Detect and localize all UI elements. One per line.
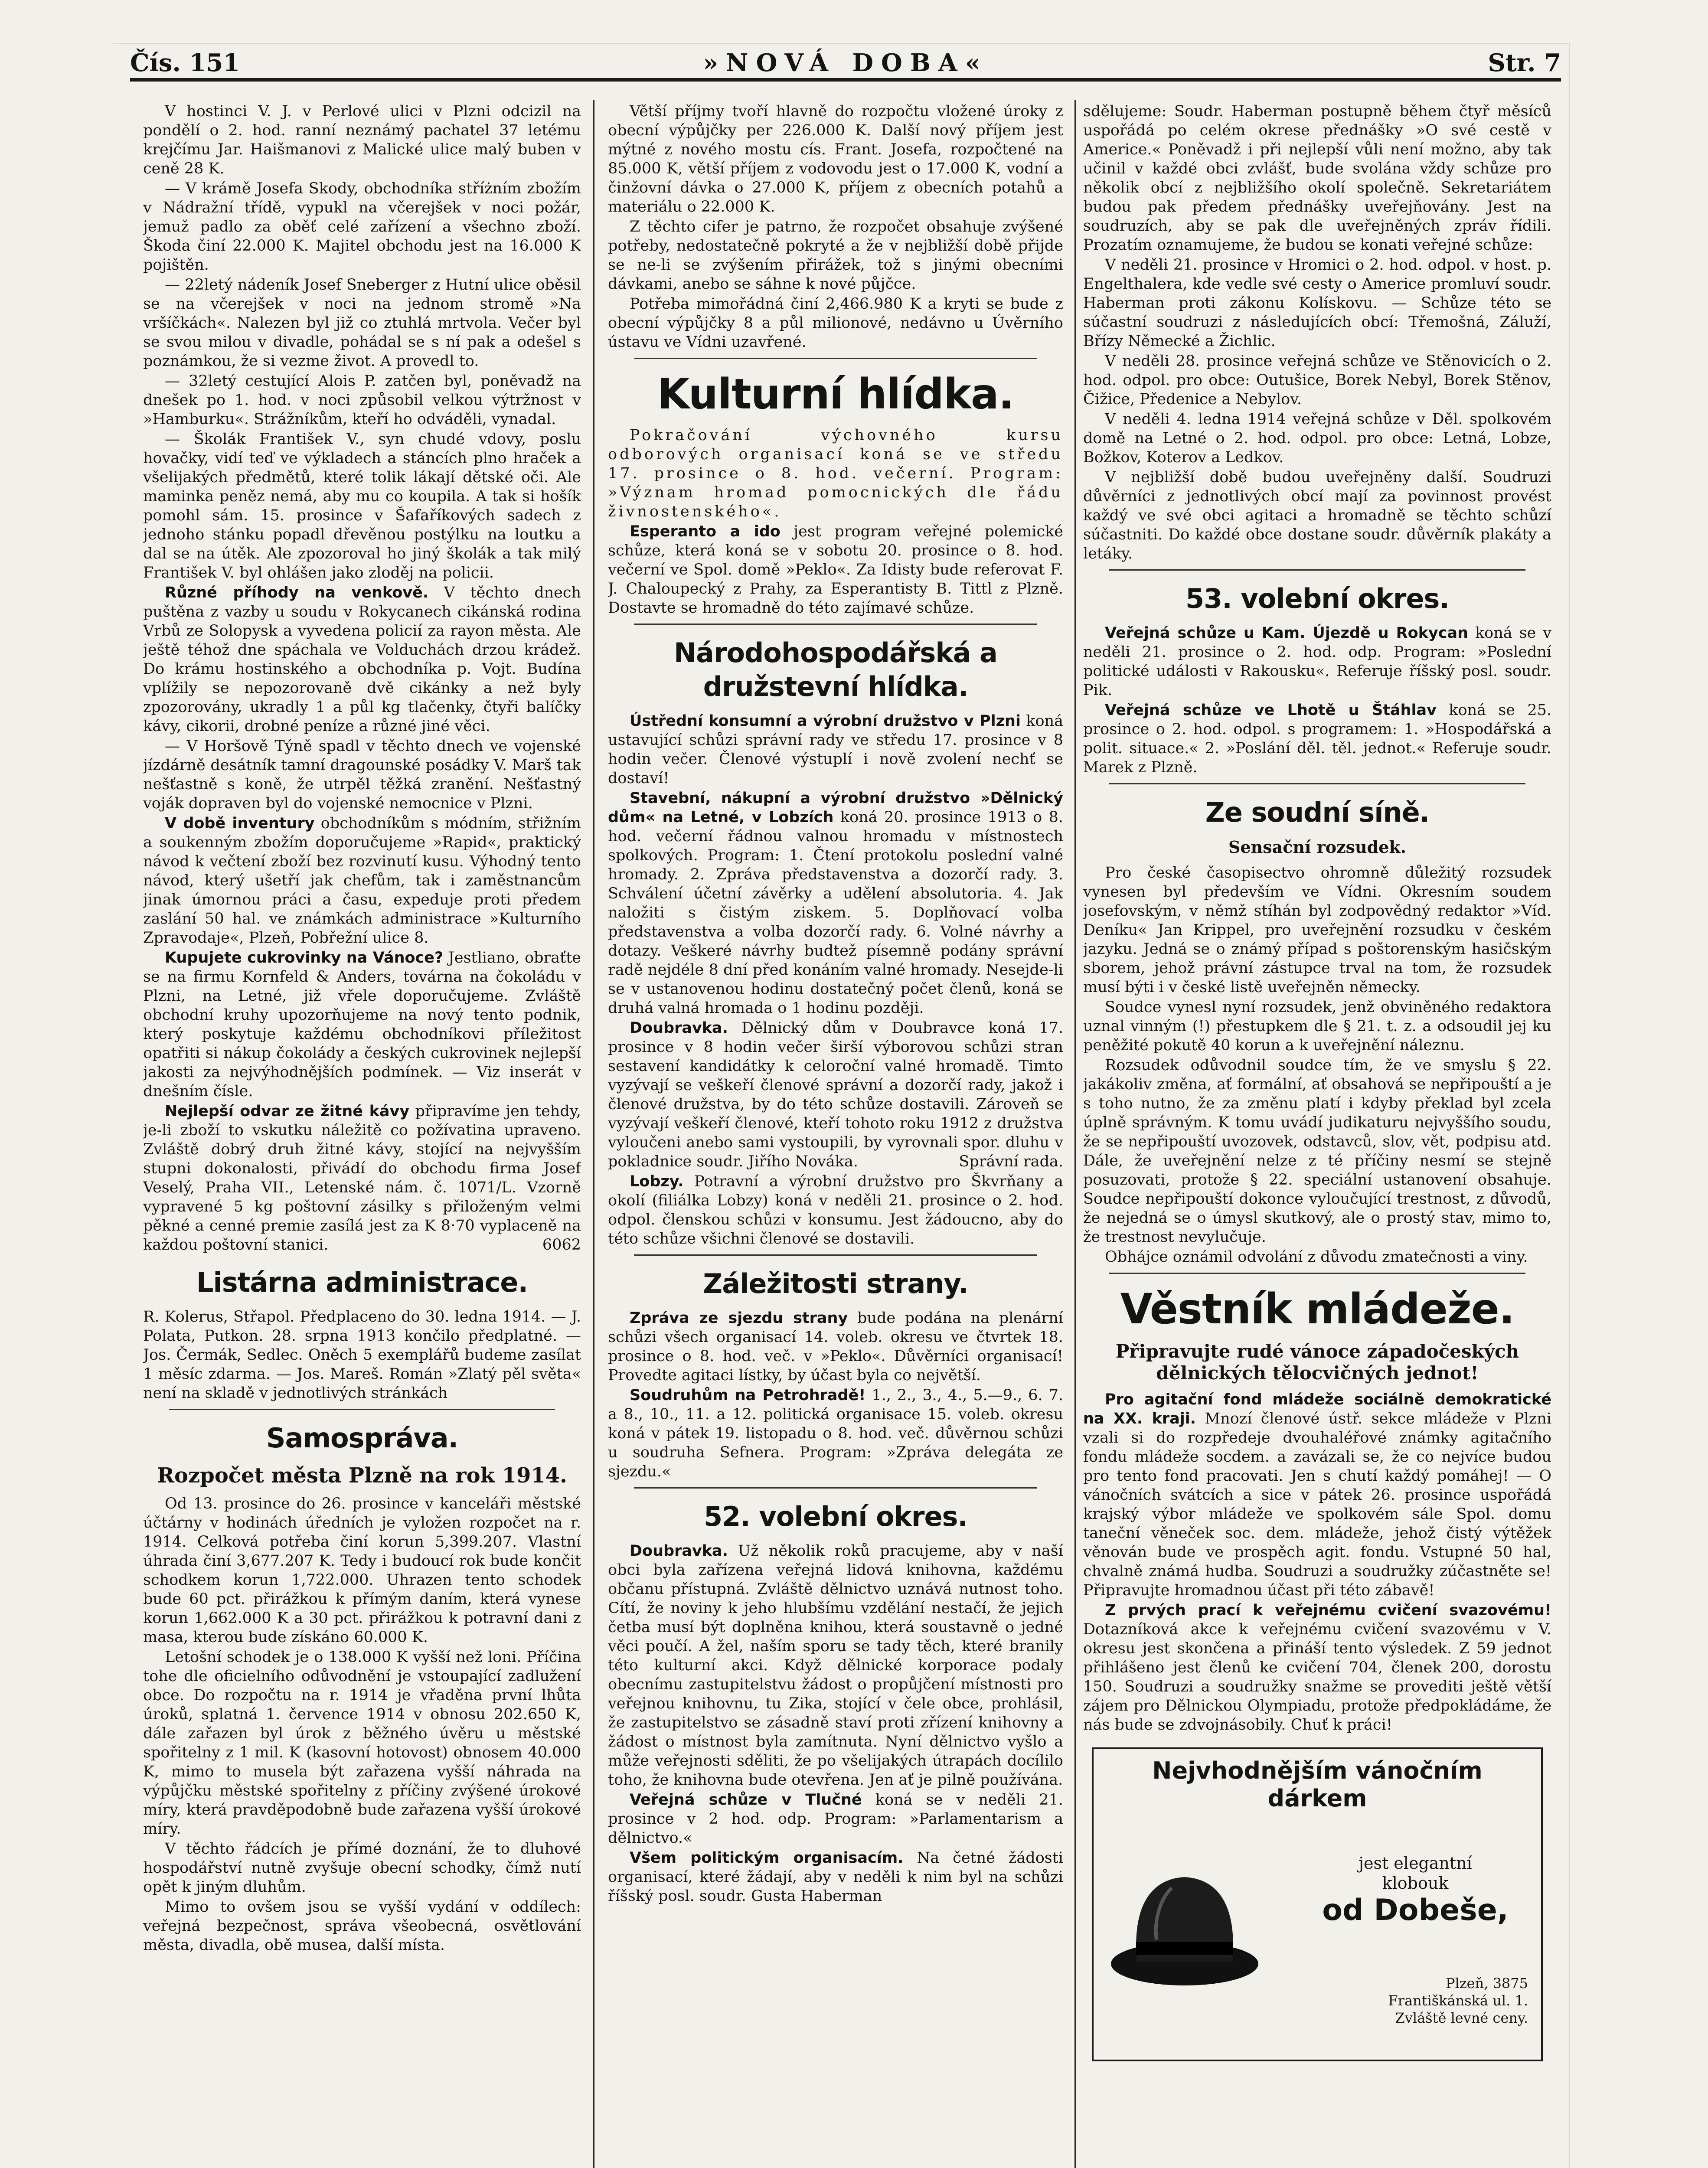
news-heading: Lobzy. <box>630 1173 684 1190</box>
news-paragraph: V nejbližší době budou uveřejněny další. Soudruzi důvěrníci z jednotlivých obcí mají za povinnost provést každý ve své obci agitaci a hromadně se těchto schůzí súčastniti. Do každé obce dostane soudr. důvěrník plakáty a letáky. <box>1083 469 1551 562</box>
column-2 <box>608 102 1063 2168</box>
news-heading: Soudruhům na Petrohradě! <box>630 1387 866 1404</box>
news-paragraph: — Školák František V., syn chudé vdovy, poslu hovačky, vidí teď ve výkladech a stáncích plno hraček a všelijakých předmětů, které tolik lákají dětské oči. Ale maminka peněz nemá, aby mu co koupila. A tak si hošík pomohl sám. 15. prosince v Šafaříkových sadech z jednoho stánku popadl dřevěnou postýlku na loutku a dal se na útěk. Ale zpozoroval ho jiný školák a tak milý František V. byl ohlášen jako zloděj na policii. <box>143 431 581 581</box>
section-heading-listarna: Listárna administrace. <box>196 1267 528 1298</box>
news-paragraph: V neděli 28. prosince veřejná schůze ve Stěnovicích o 2. hod. odpol. pro obce: Outušice, Borek Nebyl, Borek Stěnov, Čižice, Předenice a Nebylov. <box>1083 353 1551 408</box>
news-item <box>608 1541 1063 1789</box>
news-text: Jestliano, obraťte se na firmu Kornfeld & Anders, továrna na čokoládu v Plzni, na Letné, již vřele doporučujeme. Zvláště obchodní kruhy upozorňujeme na nový tento podnik, který poskytuje každému obchodníkovi příležitost opatřiti si nákup čokolády a českých cukrovinek nejlepší jakosti za nejvýhodnějších podmínek. — Viz inserát v dnešním čísle. <box>143 949 581 1100</box>
news-text: Mnozí členové ústř. sekce mládeže v Plzni vzali si do rozpředeje dvouhaléřové známky agitačního fondu mládeže socdem. a zavázali se, že co nejvíce budou pro tento fond pracovati. Jen s chutí každý pomáhej! — O vánočních svátcích a sice v pátek 26. prosince uspořádá krajský výbor mládeže ve spolkovém sále Spol. domu taneční věneček soc. dem. mládeže, jehož čistý výtěžek věnován bude ve prospěch agit. fondu. Vstupné 50 hal, chvalně známá hudba. Soudruzi a soudružky zúčastněte se! Připravujte hromadnou účast při této zábavě! <box>1083 1410 1551 1599</box>
article-heading-senzacni: Sensační rozsudek. <box>1228 837 1406 857</box>
ad-number: 6062 <box>542 1236 581 1254</box>
news-heading: Esperanto a ido <box>630 523 781 540</box>
news-text: koná ustavující schůzi správní rady ve středu 17. prosince v 8 hodin večer. Členové výstuplí i nově zvolení nechť se dostaví! <box>608 712 1063 787</box>
divider <box>634 624 1037 625</box>
ad-line: klobouk <box>1382 1874 1449 1893</box>
column-3 <box>1083 102 1551 2168</box>
section-heading-kulturni: Kulturní hlídka. <box>657 370 1014 418</box>
ad-street: Františkánská ul. 1. <box>1388 1992 1528 2009</box>
news-paragraph: Rozsudek odůvodnil soudce tím, že ve smyslu § 22. jakákoliv změna, ať formální, ať obsahová se nepřipouští a je s toho nutno, že za změnu platí i kdyby překlad byl zcela úplně správným. K tomu uvádí judikaturu nejvyššího soudu, že se nepřipouští uvozovek, odstavců, slov, vět, podpisu atd. Dále, že uveřejnění nelze z té příčiny nesmí se stejně posuzovati, protože § 22. speciální ustanovení obsahuje. Soudce nepřipouští dokonce vyloučující trestnost, z důvodů, že nejedná se o úmysl skutkový, ale o prostý stav, mimo to, že trestnost nevylučuje. <box>1083 1057 1551 1246</box>
news-text: Na četné žádosti organisací, které žádají, aby v neděli k nim byl na schůzi říšský posl. soudr. Gusta Haberman <box>608 1849 1063 1905</box>
news-paragraph: Větší příjmy tvoří hlavně do rozpočtu vložené úroky z obecní výpůjčky per 226.000 K. Další nový příjem jest mýtné z nového mostu cís. Frant. Josefa, rozpočtené na 85.000 K, větší příjem z vodovodu jest o 17.000 K, vodní a činžovní dávka o 27.000 K, příjem z obecních potahů a materiálu o 22.000 K. <box>608 103 1063 215</box>
ad-slogan: Zvláště levné ceny. <box>1395 2010 1528 2026</box>
section-heading-okres-52: 52. volební okres. <box>704 1501 967 1532</box>
news-item <box>143 814 581 947</box>
news-item <box>608 789 1063 1018</box>
column-divider-1 <box>593 100 594 2168</box>
news-heading: Veřejná schůze ve Lhotě u Štáhlav <box>1105 702 1437 719</box>
news-heading: Z prvých prací k veřejnému cvičení svazovému! <box>1105 1602 1551 1619</box>
news-heading: Ústřední konsumní a výrobní družstvo v Plzni <box>630 712 1021 730</box>
news-paragraph: Potřeba mimořádná činí 2,466.980 K a kryti se bude z obecní výpůjčky 8 a půl milionové, nedávno u Úvěrního ústavu ve Vídni uzavřené. <box>608 295 1063 351</box>
ad-address <box>1303 1975 1528 2027</box>
section-heading-soudni: Ze soudní síně. <box>1205 797 1430 828</box>
section-heading-zalezitosti: Záležitosti strany. <box>703 1268 968 1299</box>
news-text: Dělnický dům v Doubravce koná 17. prosince v 8 hodin večer širší výborovou schůzi stran sestavení kandidátky k celoroční valné hromadě. Timto vyzývají se veškeří členové správní a dozorčí rady, jakož i členové družstva, by do této schůze dostavili. Zároveň se vyzývají veškeří členové, kteří tohoto roku 1912 z družstva vyloučeni anebo sami vystoupili, by vyrovnali spor. dluhu v pokladnice soudr. Jiřího Nováka. <box>608 1019 1063 1170</box>
news-heading: Nejlepší odvar ze žitné kávy <box>165 1103 410 1120</box>
section-heading-okres-53: 53. volební okres. <box>1185 583 1449 614</box>
news-text: koná se 25. prosince o 2. hod. odpol. s programem: 1. »Hospodářská a polit. situace.« 2. »Poslání děl. těl. jednot.« Referuje soudr. Marek z Plzně. <box>1083 702 1551 776</box>
news-text: V těchto dnech puštěna z vazby u soudu v Rokycanech cikánská rodina Vrbů ze Solopysk a vyvedena policií za rayon města. Ale ještě téhož dne spáchala ve Volduchách drzou krádež. Do krámu hostinského a obchodníka p. Vojt. Budína vplížily se nepozorovaně dvě cikánky a než byly zpozorovány, ukradly 1 a půl kg tlačenky, čtyři balíčky kávy, cikorii, drobné peníze a různé jiné věci. <box>143 584 581 735</box>
news-paragraph: Pokračování výchovného kursu odborových organisací koná se ve středu 17. prosince o 8. hod. večerní. Program: »Význam hromad pomocnických dle řádu živnostenského«. <box>608 427 1063 520</box>
divider <box>634 1254 1037 1256</box>
news-text: koná 20. prosince 1913 o 8. hod. večerní řádnou valnou hromadu v místnostech spolkových. Program: 1. Čtení protokolu poslední valné hromady. 2. Zpráva představenstva a dozorčí rady. 3. Schválení účetní závěrky a udělení absolutoria. 4. Jak naložiti s čistým ziskem. 5. Doplňovací volba představenstva a volba dozorčí rady. 6. Volné návrhy a dotazy. Veškeré návrhy budtež písemně podány správní radě nejdéle 8 dní před konáním valné hromady. Nesejde-li se v ustanovenou hodinu dostatečný počet členů, koná se druhá valná hromada o 1 hodinu později. <box>608 809 1063 1017</box>
news-item <box>608 1386 1063 1481</box>
news-heading: Veřejná schůze u Kam. Újezdě u Rokycan <box>1105 624 1469 642</box>
news-text: Potravní a výrobní družstvo pro Škvrňany a okolí (filiálka Lobzy) koná v neděli 21. prosince o 2. hod. odpol. členskou schůzi v konsumu. Jest žádoucno, aby do této schůze všichni členové se dostavili. <box>608 1173 1063 1247</box>
news-text: bude podána na plenární schůzi všech organisací 14. voleb. okresu ve čtvrtek 18. prosince o 8. hod. več. v »Peklo«. Důvěrníci organisací! Provedte agitaci lístky, by účast byla co největší. <box>608 1309 1063 1384</box>
column-1 <box>143 102 581 2168</box>
ad-text-block <box>1303 1853 1528 1928</box>
news-paragraph: — 22letý nádeník Josef Sneberger z Hutní ulice oběsil se na včerejšek v noci na jednom stromě »Na vršíčkách«. Nalezen byl již co ztuhlá mrtvola. Večer byl se svou milou v divadle, pohádal se s ní pak a odešel s poznámkou, že si vezme život. A provedl to. <box>143 276 581 370</box>
newspaper-title: »NOVÁ DOBA« <box>703 49 988 77</box>
news-text: koná se v neděli 21. prosince v 2 hod. odp. Program: »Parlamentarism a dělnictvo.« <box>608 1791 1063 1847</box>
ad-city: Plzeň, <box>1446 1975 1489 1992</box>
ad-address-line <box>1303 1975 1528 1992</box>
news-heading: Doubravka. <box>630 1542 728 1560</box>
news-paragraph: Obhájce oznámil odvolání z důvodu zmatečnosti a viny. <box>1105 1248 1528 1266</box>
news-paragraph: Pro české časopisectvo ohromně důležitý rozsudek vynesen byl především ve Vídni. Okresním soudem josefovským, v němž stíhán byl zodpovědný redaktor »Víd. Deníku« Jan Krippel, pro uveřejnění rozsudku v českém jazyku. Jedná se o známý případ s poštorenským hasičským sborem, jehož právní zástupce trval na tom, že rozsudek musí býti i v české listě uveřejněn německy. <box>1083 864 1551 996</box>
news-item <box>1083 624 1551 700</box>
hat-advertisement <box>1092 1747 1543 2061</box>
ad-line: jest elegantní <box>1359 1854 1472 1873</box>
news-heading: Všem politickým organisacím. <box>630 1849 904 1867</box>
ad-house-number: 3875 <box>1492 1975 1528 1992</box>
news-paragraph: V neděli 4. ledna 1914 veřejná schůze v Děl. spolkovém domě na Letné o 2. hod. odpol. pro obce: Letná, Lobze, Božkov, Koterov a Ledkov. <box>1083 411 1551 466</box>
news-heading: Doubravka. <box>630 1019 728 1037</box>
divider <box>1109 783 1525 784</box>
news-paragraph: Od 13. prosince do 26. prosince v kanceláři městské účtárny v hodinách úředních je vyložen rozpočet na r. 1914. Celková potřeba činí korun 5,399.207. Vlastní úhrada činí 3,677.207 K. Tedy i budoucí rok bude končit schodkem korun 1,722.000. Uhrazen tento schodek bude 60 pct. přirážkou k přímým daním, která vynese korun 1,662.000 K a 30 pct. přirážkou k potravní dani z masa, kterou bude získáno 60.000 K. <box>143 1495 581 1646</box>
ad-headline: Nejvhodnějším vánočním dárkem <box>1152 1757 1483 1812</box>
news-paragraph: — 32letý cestující Alois P. zatčen byl, poněvadž na dnešek po 1. hod. v noci způsobil velkou výtržnost v »Hamburku«. Strážníkům, kteří ho odváděli, vynadal. <box>143 372 581 428</box>
news-paragraph: Z těchto cifer je patrno, že rozpočet obsahuje zvýšené potřeby, nedostatečně pokryté a že v nejbližší době přijde se ne-li se zvýšením přirážek, tož s jinými obecními dávkami, anebo se sáhne k nové půjčce. <box>608 218 1063 293</box>
ad-shop-name: od Dobeše, <box>1322 1893 1509 1927</box>
news-text: Dotazníková akce k veřejnému cvičení svazovému v V. okresu jest skončena a přináší tento výsledek. Z 59 jednot přihlášeno jest členů ke cvičení 704, členek 200, dorostu 150. Soudruzi a soudružky snažme se provediti ještě větší zájem pro Dělnickou Olympiadu, protože předpokládáme, že nás bude se zdvojnásobily. Chuť k práci! <box>1083 1621 1551 1734</box>
news-heading: V době inventury <box>165 815 315 832</box>
news-item <box>143 1102 581 1254</box>
news-text: 1., 2., 3., 4., 5.—9., 6. 7. a 8., 10., 11. a 12. politická organisace 15. voleb. okresu koná v pátek 19. listopadu o 8. hod. več. důvěrnou schůzi u soudruha Sefnera. Program: »Zpráva delegáta ze sjezdu.« <box>608 1387 1063 1480</box>
news-item <box>1083 701 1551 777</box>
news-item <box>608 1019 1063 1171</box>
news-heading: Zpráva ze sjezdu strany <box>630 1309 848 1327</box>
news-text: jest program veřejné polemické schůze, která koná se v sobotu 20. prosince o 8. hod. večerní ve Spol. domě »Peklo«. Za Idisty bude referovat F. J. Chaloupecký z Prahy, za Esperantisty B. Tittl z Plzně. Dostavte se hromadně do této zajímavé schůze. <box>608 523 1063 617</box>
section-heading-samosprava: Samospráva. <box>266 1422 458 1454</box>
news-paragraph: Mimo to ovšem jsou se vyšší vydání v oddílech: veřejná bezpečnost, správa všeobecná, osvětlování města, divadla, obě musea, další místa. <box>143 1898 581 1954</box>
news-item <box>608 1309 1063 1385</box>
divider <box>169 1409 555 1410</box>
news-paragraph: sdělujeme: Soudr. Haberman postupně během čtyř měsíců uspořádá po celém okrese přednášky »O své cestě v Americe.« Poněvadž i při nejlepší vůli není možno, aby tak učinil v každé obci zvlášť, bude svolána vždy schůze pro několik obcí z nejbližšího okolí společně. Sekretariátem budou pak předem přednášky uveřejňovány. Jest na soudruzích, aby se pak dle uveřejněných zpráv řídili. Prozatím oznamujeme, že budou se konati veřejné schůze: <box>1083 103 1551 254</box>
news-heading: Kupujete cukrovinky na Vánoce? <box>165 949 444 966</box>
article-heading-rozpocet: Rozpočet města Plzně na rok 1914. <box>157 1463 567 1488</box>
masthead <box>130 43 1561 82</box>
news-item <box>143 583 581 736</box>
news-item <box>608 522 1063 617</box>
section-heading-mladez: Věstník mládeže. <box>1120 1285 1515 1333</box>
signature: Správní rada. <box>959 1153 1063 1170</box>
news-heading: Stavební, nákupní a výrobní družstvo »Dělnický dům« na Letné, v Lobzích <box>608 790 1063 826</box>
issue-number: Čís. 151 <box>130 49 240 77</box>
news-text: připravíme jen tehdy, je-li zboží to vskutku náležitě co požívatina upraveno. Zvláště dobrý druh žitné kávy, stojící na nejvyšším stupni dokonalosti, přivádí do obchodu firma Josef Veselý, Praha VII., Letenské nám. č. 1071/L. Vzorně vypravené 5 kg poštovní zásilky s přiloženým velmi pěkné a cenné premie zasílá jest za K 8·70 vyplaceně na každou poštovní stanici. <box>143 1103 581 1254</box>
news-paragraph: R. Kolerus, Střapol. Předplaceno do 30. ledna 1914. — J. Polata, Putkon. 28. srpna 1913 končilo předplatné. — Jos. Čermák, Sedlec. Oněch 5 exemplářů budeme zasílat 1 měsíc zdarma. — Jos. Mareš. Román »Zlatý pěl světa« není na skladě v jednotlivých stránkách <box>143 1308 581 1402</box>
news-paragraph: Letošní schodek je o 138.000 K vyšší než loni. Příčina tohe dle oficielního odůvodnění je vstoupající zadlužení obce. Do rozpočtu na r. 1914 je vřaděna první lhůta úroků, splatná 1. července 1914 v obnosu 202.650 K, dále zařazen byl úrok z běžného úvěru u městské spořitelny z 1 mil. K (kasovní hotovost) obnosem 40.000 K, mimo to musela být zařazena vyšší náhrada na výpůjčku městské spořitelny z příčiny zvýšené úrokové míry, která pravděpodobně bude zařazena vyšší úrokové míry. <box>143 1649 581 1838</box>
section-heading-narodohospodarska: Národohospodářská a družstevní hlídka. <box>674 637 997 702</box>
news-paragraph: — V Horšově Týně spadl v těchto dnech ve vojenské jízdárně desátník tamní dragounské posádky V. Marš tak nešťastně s koně, že utrpěl těžká zranění. Nešťastný voják dopraven byl do vojenské nemocnice v Plzni. <box>143 738 581 812</box>
news-text: obchodníkům s módním, střižním a soukenným zbožím doporučujeme »Rapid«, praktický návod k večtení zboží bez rozvinutí kusu. Výhodný tento návod, který ušetří jak chefům, tak i zaměstnancům jinak úmornou práci a času, expeduje proti předem zaslání 50 hal. ve známkách administrace »Kulturního Zpravodaje«, Plzeň, Pobřežní ulice 8. <box>143 815 581 947</box>
news-paragraph: Soudce vynesl nyní rozsudek, jenž obviněného redaktora uznal vinným (!) přestupkem dle § 21. t. z. a odsoudil jej ku peněžité pokutě 40 korun a k uveřejnění náleznu. <box>1083 999 1551 1054</box>
news-item <box>608 1790 1063 1848</box>
hat-illustration <box>1107 1862 1263 1992</box>
news-paragraph: V hostinci V. J. v Perlové ulici v Plzni odcizil na pondělí o 2. hod. ranní neznámý pachatel 37 letému krejčímu Jar. Haišmanovi z Malické ulice malý buben v ceně 28 K. <box>143 103 581 177</box>
news-item <box>608 1848 1063 1906</box>
divider <box>1109 569 1525 571</box>
news-paragraph: — V krámě Josefa Skody, obchodníka stříżním zbožím v Nádražní třídě, vypukl na včerejšek v noci požár, jemuž padlo za oběť celé zařízení a všechno zboží. Škoda činí 22.000 K. Majitel obchodu jest na 16.000 K pojištěn. <box>143 180 581 274</box>
article-heading-rude-vanoce: Připravujte rudé vánoce západočeských dělnických tělocvičných jednot! <box>1115 1341 1519 1384</box>
divider <box>634 1487 1037 1489</box>
masthead-rule <box>130 78 1561 82</box>
news-heading: Veřejná schůze v Tlučné <box>630 1791 862 1809</box>
divider <box>1109 1273 1525 1274</box>
news-paragraph: V neděli 21. prosince v Hromici o 2. hod. odpol. v host. p. Engelthalera, kde vedle své cesty o Americe promluví soudr. Haberman proti zákonu Kolískovu. — Schůze této se súčastní soudruzi z následujících obcí: Třemošná, Záluží, Břízy Německé a Žichlic. <box>1083 256 1551 350</box>
news-item <box>608 712 1063 788</box>
hat-band <box>1136 1942 1233 1955</box>
news-heading: Pro agitační fond mládeže sociálně demokratické na XX. kraji. <box>1083 1391 1551 1427</box>
news-text: Už několik roků pracujeme, aby v naší obci byla zařízena veřejná lidová knihovna, každému občanu přístupná. Zvláště dělnictvo uznává nutnost toho. Cítí, že noviny k jeho hlubšímu vzdělání nestačí, že jejich četba musí být doplněna knihou, která soustavně o jedné věci poučí. A žel, naším sporu se tady těch, které branily této kulturní akci. Když dělnické korporace podaly obecnímu zastupitelstvu žádost o propůjčení místnosti pro veřejnou knihovnu, tu Zika, stojící v čele obce, prohlásil, že zastupitelstvo se zásadně staví proti zřízení knihovny a žádost o místnost byla zamítnuta. Nyní dělnictvo vyšlo a může veřejnosti sděliti, že po všelijakých útrapách docílilo toho, že knihovna bude otevřena. Jen ať je pilně používána. <box>608 1542 1063 1789</box>
news-item <box>1083 1601 1551 1734</box>
news-item <box>608 1172 1063 1248</box>
news-item <box>143 948 581 1101</box>
news-heading: Různé příhody na venkově. <box>165 584 429 601</box>
news-item <box>1083 1390 1551 1600</box>
page-number: Str. 7 <box>1488 49 1561 77</box>
divider <box>634 358 1037 359</box>
news-paragraph: V těchto řádcích je přímé doznání, že to dluhové hospodářství nutně zvyšuje obecní schodky, čímž nutí opět k jiným dluhům. <box>143 1840 581 1896</box>
news-text: koná se v neděli 21. prosince o 2. hod. odp. Program: »Poslední politické události v Rakousku«. Referuje říšský posl. soudr. Pik. <box>1083 624 1551 699</box>
column-divider-2 <box>1074 100 1076 2168</box>
